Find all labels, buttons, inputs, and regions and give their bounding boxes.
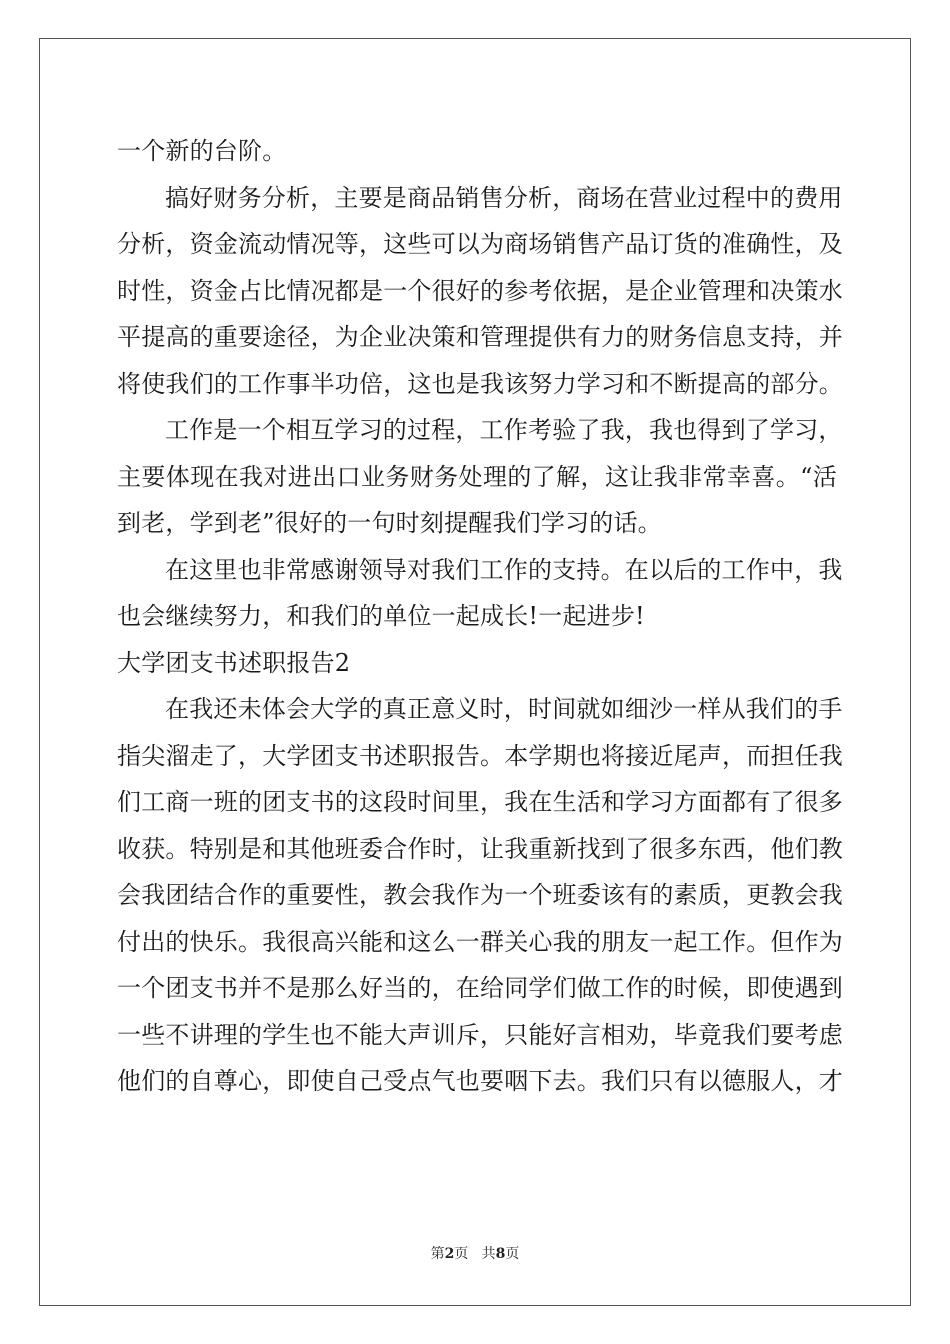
text-line: 收获。特别是和其他班委合作时，让我重新找到了很多东西，他们教 (117, 834, 843, 863)
page-prefix: 第 (430, 1246, 445, 1262)
text-line: 会我团结合作的重要性，教会我作为一个班委该有的素质，更教会我 (117, 881, 843, 909)
text-line: 他们的自尊心，即使自己受点气也要咽下去。我们只有以德服人，才 (117, 1067, 843, 1095)
text-line: 搞好财务分析，主要是商品销售分析，商场在营业过程中的费用 (165, 183, 843, 212)
text-line: 到老，学到老”很好的一句时刻提醒我们学习的话。 (117, 509, 662, 537)
total-prefix: 共 (481, 1246, 496, 1262)
page-number: 2 (444, 1246, 455, 1262)
text-line: 大学团支书述职报告2 (117, 648, 351, 677)
total-suffix: 页 (505, 1246, 520, 1262)
text-line: 一些不讲理的学生也不能大声训斥，只能好言相劝，毕竟我们要考虑 (117, 1020, 843, 1049)
text-line: 指尖溜走了，大学团支书述职报告。本学期也将接近尾声，而担任我 (117, 741, 843, 770)
text-line: 也会继续努力，和我们的单位一起成长!一起进步! (117, 602, 645, 630)
total-pages: 8 (495, 1246, 506, 1262)
text-line: 将使我们的工作事半功倍，这也是我该努力学习和不断提高的部分。 (117, 369, 843, 398)
document-body (117, 128, 843, 1105)
text-line: 们工商一班的团支书的这段时间里，我在生活和学习方面都有了很多 (117, 788, 843, 816)
text-line: 付出的快乐。我很高兴能和这么一群关心我的朋友一起工作。但作为 (117, 927, 843, 956)
text-line: 在这里也非常感谢领导对我们工作的支持。在以后的工作中，我 (165, 555, 843, 584)
text-line: 工作是一个相互学习的过程，工作考验了我，我也得到了学习， (165, 416, 843, 444)
text-line: 一个新的台阶。 (117, 137, 287, 165)
text-line: 平提高的重要途径，为企业决策和管理提供有力的财务信息支持，并 (117, 323, 843, 351)
text-line: 在我还未体会大学的真正意义时，时间就如细沙一样从我们的手 (165, 695, 843, 723)
page-footer (0, 1243, 950, 1263)
text-line: 时性，资金占比情况都是一个很好的参考依据，是企业管理和决策水 (117, 276, 843, 305)
page-suffix: 页 (454, 1246, 469, 1262)
text-line: 主要体现在我对进出口业务财务处理的了解，这让我非常幸喜。“活 (117, 462, 837, 491)
text-line: 一个团支书并不是那么好当的，在给同学们做工作的时候，即使遇到 (117, 974, 843, 1002)
text-line: 分析，资金流动情况等，这些可以为商场销售产品订货的准确性，及 (117, 230, 843, 258)
